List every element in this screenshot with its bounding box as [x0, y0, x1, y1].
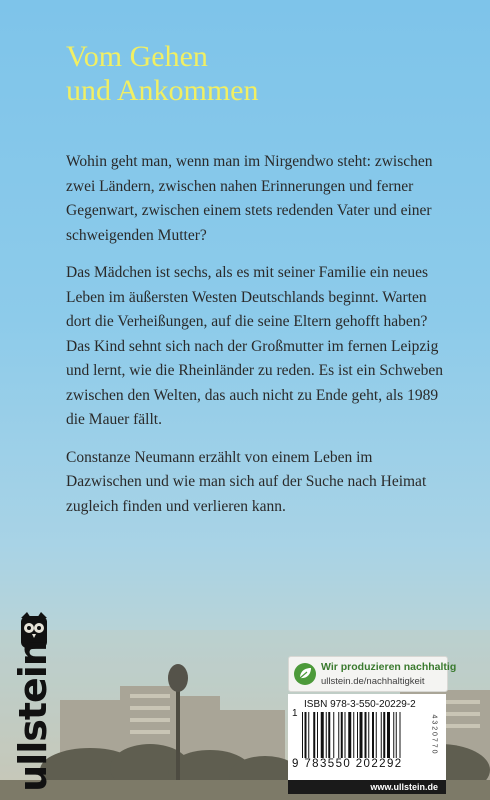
barcode-bar [338, 712, 339, 758]
barcode-bar [376, 712, 377, 758]
title-line-2: und Ankommen [66, 74, 259, 107]
barcode-bar [328, 712, 330, 758]
blurb-paragraph-2: Das Mädchen ist sechs, als es mit seiner Familie ein neues Leben im äußersten Westen Deutschlands beginnt. Warten dort die Verheißungen, auf die seine Eltern gehofft haben? Das Kind sehnt sich nach der Großmutter im fernen Leipzig und lernt, wie die Rheinländer zu reden. Es ist ein Schweben zwischen den Welten, das auch nicht zu Ende geht, als 1989 die Mauer fällt. [66, 264, 444, 428]
barcode-bar [383, 712, 385, 758]
barcode-digits: 9 783550 202292 [292, 758, 403, 770]
blurb-text [66, 150, 446, 532]
barcode-panel [288, 694, 446, 780]
barcode-bar [345, 712, 346, 758]
publisher-name: ullstein [11, 640, 55, 792]
sustainability-title: Wir produzieren nachhaltig [321, 661, 457, 673]
barcode-bar [326, 712, 327, 758]
barcode-bar [348, 712, 351, 758]
barcode-bar [400, 712, 401, 758]
barcode-side-code: 4 3 2 0 7 7 0 [430, 714, 438, 754]
leaf-circle-icon [293, 662, 317, 686]
barcode-bar [357, 712, 358, 758]
barcode-bar [305, 712, 307, 758]
title-line-1: Vom Gehen [66, 40, 208, 73]
sustainability-badge [288, 656, 457, 692]
barcode-bar [317, 712, 318, 758]
isbn-text: ISBN 978-3-550-20229-2 [304, 699, 416, 710]
publisher-url-bar[interactable] [288, 780, 446, 794]
book-title [66, 40, 259, 108]
barcode-bar [308, 712, 309, 758]
barcode-bar [313, 712, 315, 758]
barcode-bar [393, 712, 394, 758]
barcode-bar [365, 712, 367, 758]
blurb-paragraph-3: Constanze Neumann erzählt von einem Leben im Dazwischen und wie man sich auf der Suche nach Heimat zugleich finden und verlieren kann. [66, 448, 427, 515]
barcode-bar [381, 712, 382, 758]
barcode-bar [321, 712, 324, 758]
barcode-bar [302, 712, 303, 758]
barcode-left-mark: 1 [292, 708, 298, 719]
barcode-bar [353, 712, 354, 758]
barcode-bar [396, 712, 397, 758]
publisher-logo [8, 612, 58, 790]
barcode-bar [360, 712, 363, 758]
blurb-paragraph-1: Wohin geht man, wenn man im Nirgendwo steht: zwischen zwei Ländern, zwischen nahen Erinnerungen und ferner Gegenwart, zwischen einem stets redenden Vater und einer schweigenden Mutter? [66, 153, 433, 244]
barcode-bar [333, 712, 334, 758]
barcode-bar [372, 712, 374, 758]
publisher-url[interactable]: www.ullstein.de [370, 782, 438, 792]
barcode-bar [387, 712, 390, 758]
barcode-bar [368, 712, 369, 758]
sustainability-url: ullstein.de/nachhaltigkeit [321, 676, 425, 687]
barcode-bar [341, 712, 343, 758]
barcode-bars [302, 712, 430, 758]
